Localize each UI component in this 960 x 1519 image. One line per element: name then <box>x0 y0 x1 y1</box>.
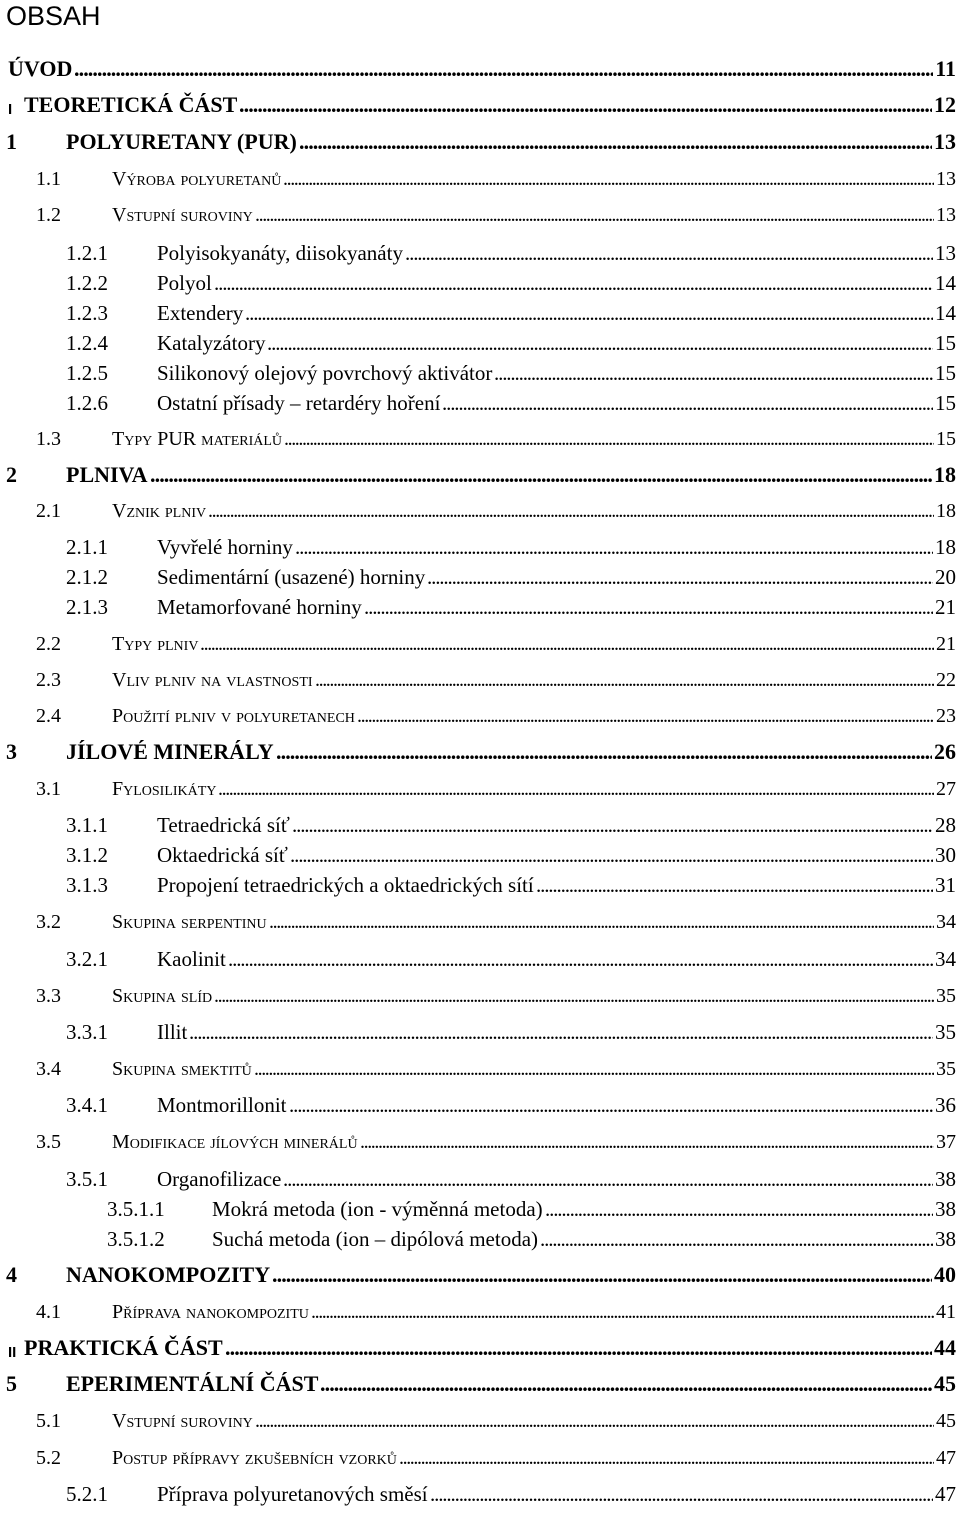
toc-entry[interactable] <box>0 127 956 157</box>
toc-entry-title: Skupina serpentinu <box>112 911 267 933</box>
toc-entry-title: Ostatní přísady – retardéry hoření <box>157 391 441 415</box>
toc-entry-number: 5.2.1 <box>66 1482 108 1506</box>
toc-entry[interactable] <box>0 944 956 974</box>
toc-entry[interactable] <box>0 90 956 120</box>
toc-entry-title: NANOKOMPOZITY <box>66 1262 271 1287</box>
toc-entry-page: 34 <box>935 947 956 971</box>
toc-dot-leader <box>320 1369 932 1399</box>
toc-entry[interactable] <box>0 1333 956 1363</box>
toc-entry-page: 22 <box>936 669 956 691</box>
toc-entry-page: 36 <box>935 1093 956 1117</box>
page-title: OBSAH <box>6 1 101 31</box>
toc-entry-number: 1.2.2 <box>66 271 108 295</box>
toc-entry-title: Silikonový olejový povrchový aktivátor <box>157 361 493 385</box>
toc-entry-title: Postup přípravy zkušebních vzorků <box>112 1447 397 1469</box>
toc-entry-title: POLYURETANY (PUR) <box>66 129 297 154</box>
toc-entry-number: 2.1.3 <box>66 595 108 619</box>
toc-dot-leader <box>150 460 932 490</box>
toc-entry-title: Polyol <box>157 271 212 295</box>
toc-entry-number: 1.2.6 <box>66 391 108 415</box>
toc-entry-title: Příprava nanokompozitu <box>112 1301 309 1323</box>
toc-entry-number: 3.2.1 <box>66 947 108 971</box>
toc-entry-title: Organofilizace <box>157 1167 282 1191</box>
toc-entry-page: 35 <box>936 1058 956 1080</box>
toc-entry[interactable] <box>0 1054 956 1084</box>
toc-entry-page: 15 <box>936 428 956 450</box>
toc-entry-page: 38 <box>935 1197 956 1221</box>
toc-dot-leader <box>228 944 933 974</box>
toc-entry-page: 37 <box>936 1131 956 1153</box>
toc-entry[interactable] <box>0 629 956 659</box>
toc-entry-title: Typy PUR materiálů <box>112 428 283 450</box>
toc-entry-title: JÍLOVÉ MINERÁLY <box>66 739 274 764</box>
toc-entry-title: Katalyzátory <box>157 331 266 355</box>
toc-entry-number: 2.3 <box>36 669 61 691</box>
toc-entry-page: 35 <box>935 1020 956 1044</box>
toc-entry-page: 31 <box>935 873 956 897</box>
toc-entry-page: 45 <box>934 1371 956 1396</box>
toc-dot-leader <box>284 424 934 454</box>
toc-entry-page: 12 <box>934 92 956 117</box>
toc-entry-number: 1.2 <box>36 204 61 226</box>
toc-entry-title: Vstupní suroviny <box>112 1410 253 1432</box>
toc-entry-page: 38 <box>935 1227 956 1251</box>
toc-entry-number: 3.1 <box>36 778 61 800</box>
toc-entry-page: 21 <box>936 633 956 655</box>
toc-entry[interactable] <box>0 810 956 840</box>
toc-entry[interactable] <box>0 1479 956 1509</box>
toc-entry-page: 34 <box>936 911 956 933</box>
toc-entry-number: 1.2.1 <box>66 241 108 265</box>
toc-entry-page: 26 <box>934 739 956 764</box>
toc-dot-leader <box>295 532 933 562</box>
toc-entry-title: Montmorillonit <box>157 1093 287 1117</box>
toc-entry[interactable] <box>0 701 956 731</box>
toc-entry-number: 3 <box>6 739 17 764</box>
toc-entry[interactable] <box>0 328 956 358</box>
toc-entry-title: Fylosilikáty <box>112 778 217 800</box>
toc-entry[interactable] <box>0 592 956 622</box>
toc-dot-leader <box>189 1017 933 1047</box>
toc-entry[interactable] <box>0 1164 956 1194</box>
toc-entry[interactable] <box>0 460 956 490</box>
toc-entry[interactable] <box>0 164 956 194</box>
toc-entry[interactable] <box>0 981 956 1011</box>
toc-entry-page: 30 <box>935 843 956 867</box>
toc-entry-number: 3.5.1.2 <box>107 1227 165 1251</box>
toc-entry-title: Vstupní suroviny <box>112 204 253 226</box>
toc-dot-leader <box>427 562 933 592</box>
toc-entry[interactable] <box>0 1017 956 1047</box>
toc-entry-page: 13 <box>936 204 956 226</box>
toc-entry[interactable] <box>0 532 956 562</box>
toc-entry[interactable] <box>0 1194 956 1224</box>
toc-dot-leader <box>225 1333 932 1363</box>
toc-dot-leader <box>360 1127 934 1157</box>
toc-entry-number: 3.5.1.1 <box>107 1197 165 1221</box>
toc-entry-page: 35 <box>936 985 956 1007</box>
toc-entry[interactable] <box>0 268 956 298</box>
toc-entry-number: 5.1 <box>36 1410 61 1432</box>
toc-entry-number: 3.1.3 <box>66 873 108 897</box>
toc-dot-leader <box>218 774 934 804</box>
toc-entry[interactable] <box>0 358 956 388</box>
toc-entry-page: 23 <box>936 705 956 727</box>
toc-entry-title: Skupina slíd <box>112 985 213 1007</box>
toc-entry-number: 2.1.1 <box>66 535 108 559</box>
toc-entry-page: 21 <box>935 595 956 619</box>
toc-entry-title: Sedimentární (usazené) horniny <box>157 565 426 589</box>
toc-dot-leader <box>267 328 933 358</box>
toc-entry-page: 13 <box>934 129 956 154</box>
toc-entry-number: 4.1 <box>36 1301 61 1323</box>
toc-entry-title: Použití plniv v polyuretanech <box>112 705 355 727</box>
toc-dot-leader <box>494 358 933 388</box>
toc-entry[interactable] <box>0 1406 956 1436</box>
toc-entry-title: Příprava polyuretanových směsí <box>157 1482 428 1506</box>
toc-entry-number: 2 <box>6 462 17 487</box>
toc-entry-number: 3.5.1 <box>66 1167 108 1191</box>
toc-dot-leader <box>299 127 932 157</box>
toc-dot-leader <box>255 1406 934 1436</box>
toc-entry-page: 15 <box>935 331 956 355</box>
toc-entry-number: 2.2 <box>36 633 61 655</box>
toc-entry-title: Typy plniv <box>112 633 199 655</box>
toc-dot-leader <box>200 629 934 659</box>
toc-entry-page: 20 <box>935 565 956 589</box>
toc-entry[interactable] <box>0 1297 956 1327</box>
toc-entry[interactable] <box>0 665 956 695</box>
toc-entry-page: 11 <box>935 56 956 81</box>
toc-dot-leader <box>357 701 934 731</box>
toc-entry-title: Vznik plniv <box>112 500 207 522</box>
toc-dot-leader <box>545 1194 933 1224</box>
toc-dot-leader <box>364 592 933 622</box>
toc-dot-leader <box>430 1479 933 1509</box>
toc-entry-number: II <box>8 1344 17 1361</box>
toc-dot-leader <box>536 870 933 900</box>
toc-entry[interactable] <box>0 424 956 454</box>
toc-entry[interactable] <box>0 1127 956 1157</box>
toc-entry-number: 4 <box>6 1262 17 1287</box>
toc-dot-leader <box>254 1054 934 1084</box>
toc-dot-leader <box>315 665 934 695</box>
toc-entry-number: 3.2 <box>36 911 61 933</box>
toc-dot-leader <box>276 737 932 767</box>
toc-dot-leader <box>290 840 933 870</box>
toc-entry-page: 44 <box>934 1335 956 1360</box>
toc-entry-number: 5 <box>6 1371 17 1396</box>
toc-entry[interactable] <box>0 54 956 84</box>
toc-dot-leader <box>208 496 934 526</box>
toc-entry-number: 3.4 <box>36 1058 61 1080</box>
toc-entry-number: 1.2.4 <box>66 331 108 355</box>
toc-entry-title: Výroba polyuretanů <box>112 168 282 190</box>
toc-entry-title: Suchá metoda (ion – dipólová metoda) <box>212 1227 539 1251</box>
toc-entry-page: 15 <box>935 391 956 415</box>
toc-entry-number: 3.3 <box>36 985 61 1007</box>
toc-entry-page: 41 <box>936 1301 956 1323</box>
toc-entry[interactable] <box>0 737 956 767</box>
toc-dot-leader <box>272 1260 932 1290</box>
toc-entry-title: Polyisokyanáty, diisokyanáty <box>157 241 403 265</box>
toc-entry[interactable] <box>0 298 956 328</box>
toc-entry-number: 1 <box>6 129 17 154</box>
toc-entry-page: 47 <box>935 1482 956 1506</box>
toc-entry-title: Illit <box>157 1020 188 1044</box>
toc-entry-number: 3.4.1 <box>66 1093 108 1117</box>
toc-dot-leader <box>239 90 932 120</box>
toc-dot-leader <box>214 981 934 1011</box>
toc-entry-number: 1.2.3 <box>66 301 108 325</box>
toc-entry-title: PLNIVA <box>66 462 148 487</box>
toc-entry[interactable] <box>0 840 956 870</box>
toc-entry-page: 18 <box>936 500 956 522</box>
toc-dot-leader <box>283 1164 933 1194</box>
toc-entry[interactable] <box>0 1443 956 1473</box>
toc-entry-title: Modifikace jílových minerálů <box>112 1131 358 1153</box>
toc-dot-leader <box>74 54 933 84</box>
toc-entry-title: Vyvřelé horniny <box>157 535 293 559</box>
toc-entry[interactable] <box>0 238 956 268</box>
toc-entry[interactable] <box>0 562 956 592</box>
toc-entry[interactable] <box>0 200 956 230</box>
toc-entry-number: 5.2 <box>36 1447 61 1469</box>
toc-dot-leader <box>311 1297 934 1327</box>
toc-entry-page: 38 <box>935 1167 956 1191</box>
toc-entry-page: 18 <box>935 535 956 559</box>
toc-dot-leader <box>442 388 933 418</box>
toc-entry[interactable] <box>0 907 956 937</box>
toc-entry-page: 47 <box>936 1447 956 1469</box>
toc-dot-leader <box>255 200 934 230</box>
toc-entry-number: 3.3.1 <box>66 1020 108 1044</box>
toc-entry-title: ÚVOD <box>8 56 73 81</box>
toc-entry-page: 13 <box>935 241 956 265</box>
toc-entry-title: Kaolinit <box>157 947 226 971</box>
toc-entry[interactable] <box>0 1224 956 1254</box>
toc-dot-leader <box>214 268 933 298</box>
toc-entry-page: 14 <box>935 271 956 295</box>
toc-dot-leader <box>292 810 933 840</box>
toc-entry-title: Tetraedrická síť <box>157 813 290 837</box>
toc-entry[interactable] <box>0 388 956 418</box>
toc-entry-page: 27 <box>936 778 956 800</box>
toc-entry-number: I <box>8 101 13 118</box>
toc-entry-title: Propojení tetraedrických a oktaedrických sítí <box>157 873 534 897</box>
toc-dot-leader <box>540 1224 933 1254</box>
toc-entry-page: 28 <box>935 813 956 837</box>
toc-dot-leader <box>399 1443 934 1473</box>
toc-dot-leader <box>289 1090 933 1120</box>
toc-entry-number: 3.1.2 <box>66 843 108 867</box>
toc-entry-page: 18 <box>934 462 956 487</box>
toc-entry-title: Metamorfované horniny <box>157 595 362 619</box>
toc-entry-number: 2.4 <box>36 705 61 727</box>
toc-dot-leader <box>405 238 933 268</box>
toc-dot-leader <box>283 164 934 194</box>
toc-entry-number: 2.1.2 <box>66 565 108 589</box>
toc-dot-leader <box>269 907 934 937</box>
toc-entry-number: 3.1.1 <box>66 813 108 837</box>
toc-entry-title: Extendery <box>157 301 244 325</box>
toc-entry-number: 1.3 <box>36 428 61 450</box>
toc-entry-number: 1.1 <box>36 168 61 190</box>
toc-entry-page: 13 <box>936 168 956 190</box>
toc-entry-title: Mokrá metoda (ion - výměnná metoda) <box>212 1197 543 1221</box>
toc-entry-title: Skupina smektitů <box>112 1058 252 1080</box>
toc-entry[interactable] <box>0 496 956 526</box>
toc-entry[interactable] <box>0 870 956 900</box>
toc-entry[interactable] <box>0 1369 956 1399</box>
toc-entry-title: EPERIMENTÁLNÍ ČÁST <box>66 1371 319 1396</box>
toc-entry[interactable] <box>0 1090 956 1120</box>
toc-entry-number: 2.1 <box>36 500 61 522</box>
toc-entry-number: 3.5 <box>36 1131 61 1153</box>
toc-entry-page: 14 <box>935 301 956 325</box>
toc-entry-number: 1.2.5 <box>66 361 108 385</box>
toc-entry-title: Vliv plniv na vlastnosti <box>112 669 313 691</box>
toc-dot-leader <box>245 298 933 328</box>
toc-entry-page: 15 <box>935 361 956 385</box>
toc-entry-title: Oktaedrická síť <box>157 843 288 867</box>
toc-entry-page: 40 <box>934 1262 956 1287</box>
toc-entry-page: 45 <box>936 1410 956 1432</box>
toc-entry[interactable] <box>0 774 956 804</box>
toc-entry-title: TEORETICKÁ ČÁST <box>24 92 238 117</box>
toc-entry-title: PRAKTICKÁ ČÁST <box>24 1335 223 1360</box>
toc-entry[interactable] <box>0 1260 956 1290</box>
